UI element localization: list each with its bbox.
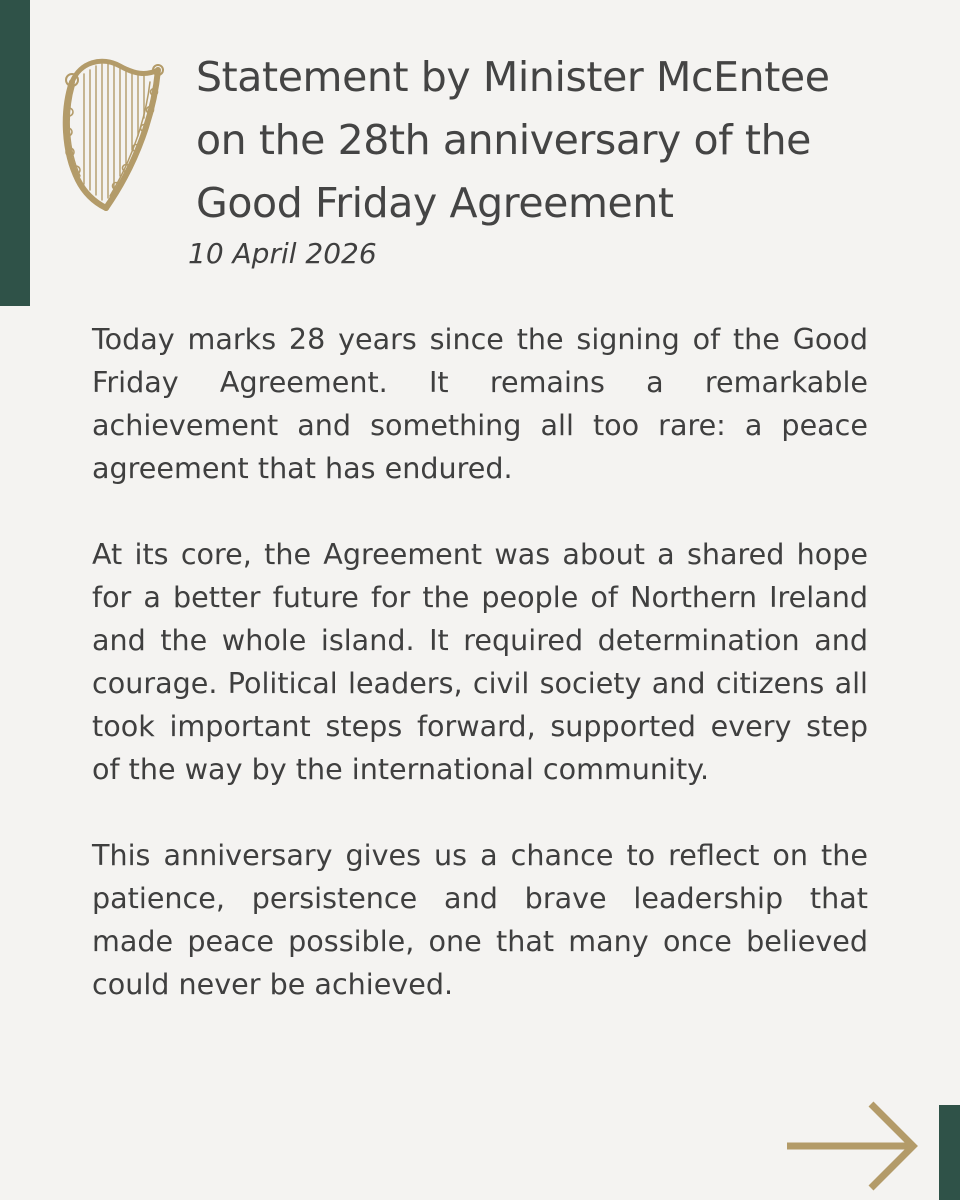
title-line: Good Friday Agreement: [196, 179, 674, 227]
title-line: on the 28th anniversary of the: [196, 116, 811, 164]
arrow-right-icon[interactable]: [783, 1100, 921, 1192]
page-title: [196, 46, 936, 235]
body-paragraph: At its core, the Agreement was about a shared hope for a better future for the people of Northern Ireland and the whole island. It required determination and courage. Political leaders, civil society and citizens all took important steps forward, supported every step of the way by the international community.: [92, 537, 868, 786]
body-paragraph: Today marks 28 years since the signing of the Good Friday Agreement. It remains a remarkable achievement and something all too rare: a peace agreement that has endured.: [92, 322, 868, 485]
statement-date: 10 April 2026: [188, 237, 377, 270]
right-accent-bar: [939, 1105, 960, 1200]
title-line: Statement by Minister McEntee: [196, 53, 830, 101]
body-paragraph: This anniversary gives us a chance to reflect on the patience, persistence and brave leadership that made peace possible, one that many once believed could never be achieved.: [92, 838, 868, 1001]
harp-icon: [58, 52, 170, 212]
left-accent-bar: [0, 0, 30, 306]
statement-body: [92, 318, 868, 1049]
